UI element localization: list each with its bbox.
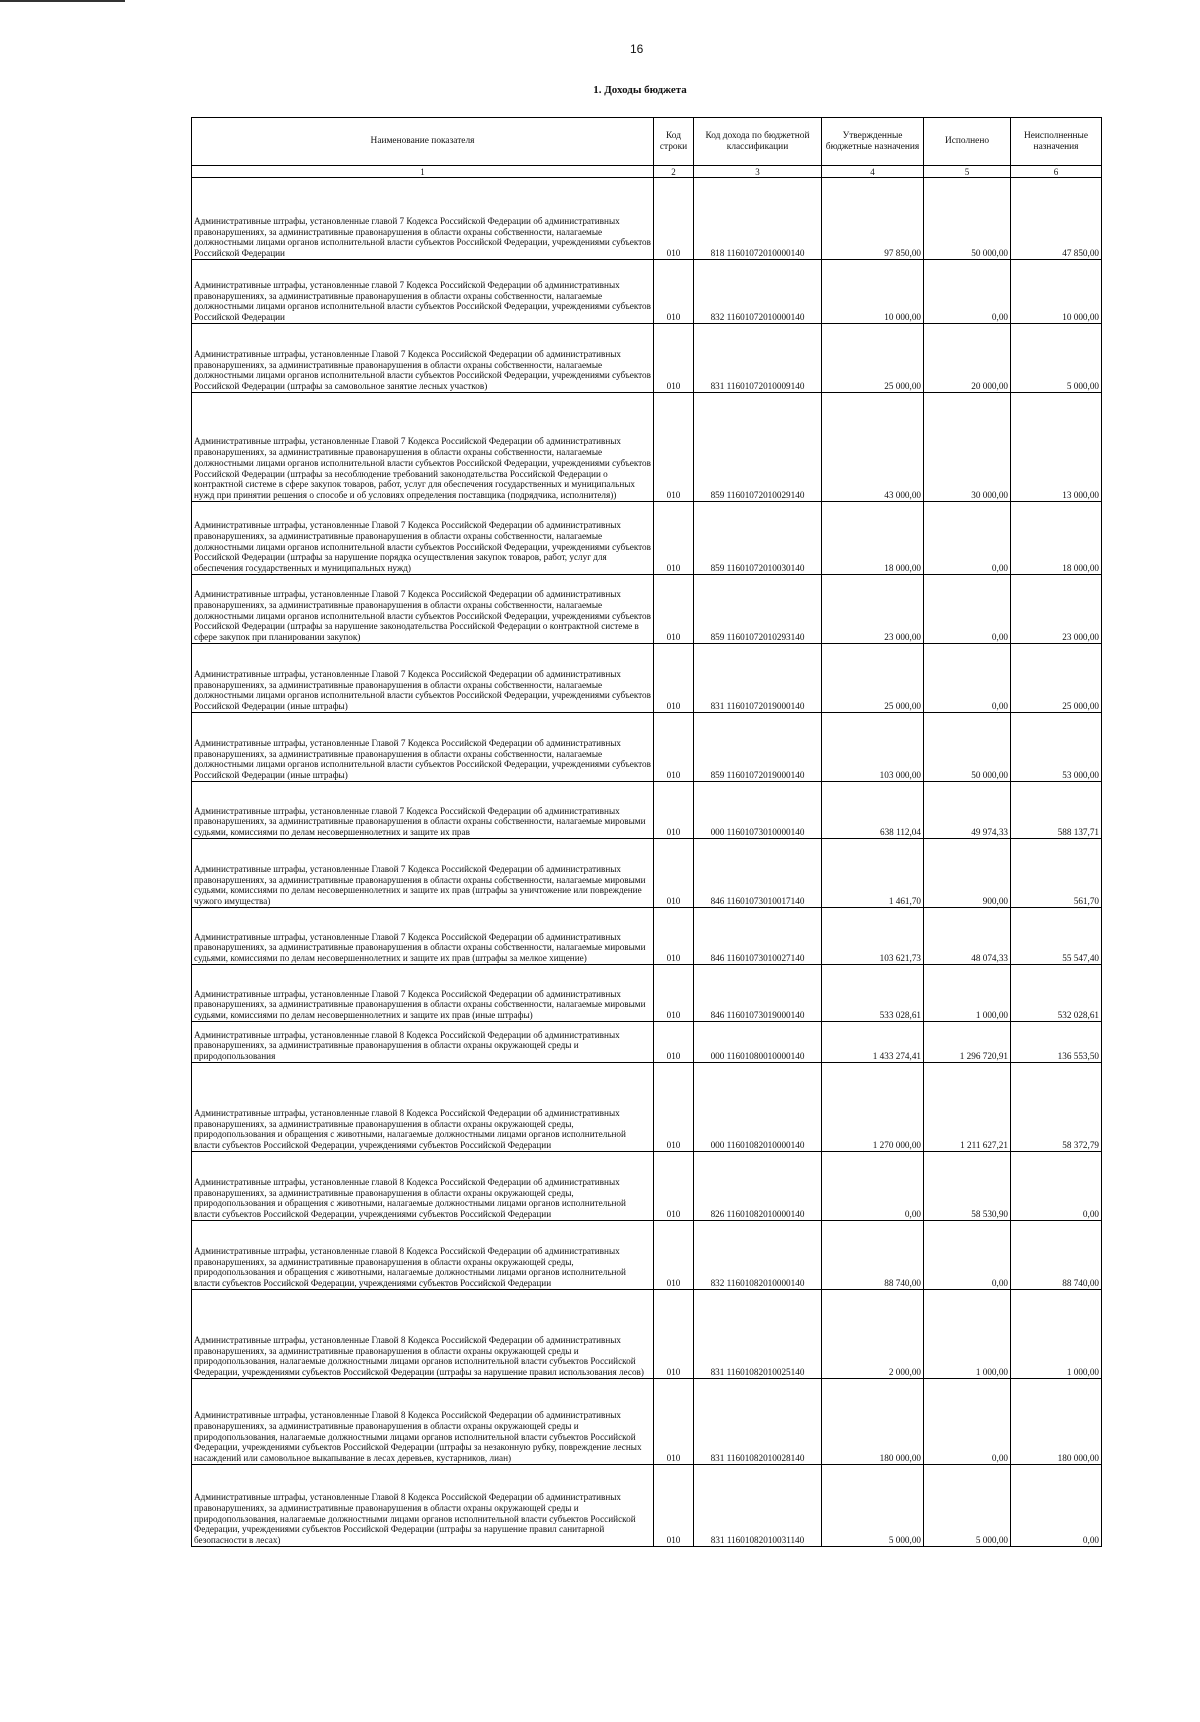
table-row	[192, 908, 1102, 965]
table-row	[192, 1465, 1102, 1547]
row-unexecuted: 23 000,00	[1011, 575, 1102, 644]
row-name: Административные штрафы, установленные Главой 7 Кодекса Российской Федерации об административных правонарушениях, за административные правонарушения в области охраны собственности, налагаемые должностными лицами органов исполнительной власти субъектов Российской Федерации, учреждениями субъектов Российской Федерации (штрафы за нарушение порядка осуществления закупок товаров, работ, услуг для обеспечения государственных и муниципальных нужд)	[192, 502, 654, 575]
header-approved: Утвержденные бюджетные назначения	[822, 118, 924, 166]
row-approved: 0,00	[822, 1152, 924, 1221]
row-unexecuted: 88 740,00	[1011, 1221, 1102, 1290]
table-row	[192, 713, 1102, 782]
top-rule	[0, 0, 125, 2]
header-row	[192, 118, 1102, 166]
row-income-code: 818 11601072010000140	[694, 178, 822, 260]
row-approved: 10 000,00	[822, 260, 924, 324]
row-unexecuted: 55 547,40	[1011, 908, 1102, 965]
row-name: Административные штрафы, установленные главой 8 Кодекса Российской Федерации об административных правонарушениях, за административные правонарушения в области охраны окружающей среды, природопользования и обращения с животными, налагаемые должностными лицами органов исполнительной власти субъектов Российской Федерации, учреждениями субъектов Российской Федерации	[192, 1063, 654, 1152]
column-number: 1	[192, 166, 654, 178]
row-approved: 103 000,00	[822, 713, 924, 782]
column-number: 4	[822, 166, 924, 178]
row-name: Административные штрафы, установленные Главой 8 Кодекса Российской Федерации об административных правонарушениях, за административные правонарушения в области охраны окружающей среды и природопользования, налагаемые должностными лицами органов исполнительной власти субъектов Российской Федерации, учреждениями субъектов Российской Федерации (штрафы за нарушение правил санитарной безопасности в лесах)	[192, 1465, 654, 1547]
row-approved: 180 000,00	[822, 1379, 924, 1465]
column-number: 5	[924, 166, 1011, 178]
row-unexecuted: 25 000,00	[1011, 644, 1102, 713]
table-row	[192, 839, 1102, 908]
row-unexecuted: 18 000,00	[1011, 502, 1102, 575]
row-executed: 1 000,00	[924, 965, 1011, 1022]
row-income-code: 831 11601082010025140	[694, 1290, 822, 1379]
page-number: 16	[630, 42, 644, 56]
row-unexecuted: 1 000,00	[1011, 1290, 1102, 1379]
row-income-code: 831 11601072019000140	[694, 644, 822, 713]
row-income-code: 846 11601073010017140	[694, 839, 822, 908]
table-row	[192, 1022, 1102, 1063]
row-name: Административные штрафы, установленные Главой 7 Кодекса Российской Федерации об административных правонарушениях, за административные правонарушения в области охраны собственности, налагаемые должностными лицами органов исполнительной власти субъектов Российской Федерации, учреждениями субъектов Российской Федерации (иные штрафы)	[192, 713, 654, 782]
row-name: Административные штрафы, установленные Главой 7 Кодекса Российской Федерации об административных правонарушениях, за административные правонарушения в области охраны собственности, налагаемые мировыми судьями, комиссиями по делам несовершеннолетних и защите их прав (штрафы за мелкое хищение)	[192, 908, 654, 965]
row-unexecuted: 180 000,00	[1011, 1379, 1102, 1465]
row-unexecuted: 5 000,00	[1011, 324, 1102, 393]
row-name: Административные штрафы, установленные Главой 7 Кодекса Российской Федерации об административных правонарушениях, за административные правонарушения в области охраны собственности, налагаемые мировыми судьями, комиссиями по делам несовершеннолетних и защите их прав (штрафы за уничтожение или повреждение чужого имущества)	[192, 839, 654, 908]
row-income-code: 832 11601072010000140	[694, 260, 822, 324]
row-line-code: 010	[654, 178, 694, 260]
row-income-code: 826 11601082010000140	[694, 1152, 822, 1221]
row-name: Административные штрафы, установленные главой 7 Кодекса Российской Федерации об административных правонарушениях, за административные правонарушения в области охраны собственности, налагаемые мировыми судьями, комиссиями по делам несовершеннолетних и защите их прав	[192, 782, 654, 839]
row-income-code: 859 11601072010030140	[694, 502, 822, 575]
row-executed: 0,00	[924, 644, 1011, 713]
row-name: Административные штрафы, установленные Главой 7 Кодекса Российской Федерации об административных правонарушениях, за административные правонарушения в области охраны собственности, налагаемые должностными лицами органов исполнительной власти субъектов Российской Федерации, учреждениями субъектов Российской Федерации (штрафы за несоблюдение требований законодательства Российской Федерации о контрактной системе в сфере закупок товаров, работ, услуг для обеспечения государственных и муниципальных нужд при принятии решения о способе и об условиях определения поставщика (подрядчика, исполнителя))	[192, 393, 654, 502]
row-approved: 43 000,00	[822, 393, 924, 502]
row-line-code: 010	[654, 713, 694, 782]
row-executed: 30 000,00	[924, 393, 1011, 502]
column-number: 6	[1011, 166, 1102, 178]
row-executed: 50 000,00	[924, 713, 1011, 782]
row-line-code: 010	[654, 839, 694, 908]
table-row	[192, 178, 1102, 260]
row-line-code: 010	[654, 1221, 694, 1290]
row-name: Административные штрафы, установленные Главой 7 Кодекса Российской Федерации об административных правонарушениях, за административные правонарушения в области охраны собственности, налагаемые должностными лицами органов исполнительной власти субъектов Российской Федерации, учреждениями субъектов Российской Федерации (штрафы за самовольное занятие лесных участков)	[192, 324, 654, 393]
row-approved: 18 000,00	[822, 502, 924, 575]
row-unexecuted: 588 137,71	[1011, 782, 1102, 839]
row-unexecuted: 58 372,79	[1011, 1063, 1102, 1152]
row-income-code: 846 11601073010027140	[694, 908, 822, 965]
row-approved: 1 461,70	[822, 839, 924, 908]
row-approved: 1 433 274,41	[822, 1022, 924, 1063]
income-table	[191, 117, 1102, 1547]
row-executed: 0,00	[924, 260, 1011, 324]
row-line-code: 010	[654, 644, 694, 713]
row-unexecuted: 0,00	[1011, 1152, 1102, 1221]
row-approved: 103 621,73	[822, 908, 924, 965]
row-unexecuted: 10 000,00	[1011, 260, 1102, 324]
row-executed: 1 000,00	[924, 1290, 1011, 1379]
table-row	[192, 502, 1102, 575]
table-row	[192, 965, 1102, 1022]
table-row	[192, 1063, 1102, 1152]
row-approved: 5 000,00	[822, 1465, 924, 1547]
row-name: Административные штрафы, установленные Главой 7 Кодекса Российской Федерации об административных правонарушениях, за административные правонарушения в области охраны собственности, налагаемые мировыми судьями, комиссиями по делам несовершеннолетних и защите их прав (иные штрафы)	[192, 965, 654, 1022]
row-name: Административные штрафы, установленные Главой 7 Кодекса Российской Федерации об административных правонарушениях, за административные правонарушения в области охраны собственности, налагаемые должностными лицами органов исполнительной власти субъектов Российской Федерации, учреждениями субъектов Российской Федерации (иные штрафы)	[192, 644, 654, 713]
row-income-code: 831 11601082010028140	[694, 1379, 822, 1465]
table-row	[192, 1152, 1102, 1221]
row-approved: 23 000,00	[822, 575, 924, 644]
row-income-code: 859 11601072010293140	[694, 575, 822, 644]
row-executed: 0,00	[924, 502, 1011, 575]
column-number: 3	[694, 166, 822, 178]
row-approved: 1 270 000,00	[822, 1063, 924, 1152]
row-line-code: 010	[654, 1379, 694, 1465]
row-line-code: 010	[654, 908, 694, 965]
row-income-code: 000 11601082010000140	[694, 1063, 822, 1152]
row-executed: 1 211 627,21	[924, 1063, 1011, 1152]
row-executed: 20 000,00	[924, 324, 1011, 393]
row-line-code: 010	[654, 1465, 694, 1547]
row-executed: 58 530,90	[924, 1152, 1011, 1221]
row-executed: 5 000,00	[924, 1465, 1011, 1547]
row-line-code: 010	[654, 260, 694, 324]
header-line-code: Код строки	[654, 118, 694, 166]
row-name: Административные штрафы, установленные Главой 7 Кодекса Российской Федерации об административных правонарушениях, за административные правонарушения в области охраны собственности, налагаемые должностными лицами органов исполнительной власти субъектов Российской Федерации, учреждениями субъектов Российской Федерации (штрафы за нарушение законодательства Российской Федерации о контрактной системе в сфере закупок при планировании закупок)	[192, 575, 654, 644]
row-line-code: 010	[654, 324, 694, 393]
row-income-code: 000 11601080010000140	[694, 1022, 822, 1063]
row-executed: 0,00	[924, 1221, 1011, 1290]
table-row	[192, 324, 1102, 393]
header-unexecuted: Неисполненные назначения	[1011, 118, 1102, 166]
row-approved: 25 000,00	[822, 324, 924, 393]
row-line-code: 010	[654, 1022, 694, 1063]
column-number: 2	[654, 166, 694, 178]
row-line-code: 010	[654, 965, 694, 1022]
row-approved: 97 850,00	[822, 178, 924, 260]
row-name: Административные штрафы, установленные Главой 8 Кодекса Российской Федерации об административных правонарушениях, за административные правонарушения в области охраны окружающей среды и природопользования, налагаемые должностными лицами органов исполнительной власти субъектов Российской Федерации, учреждениями субъектов Российской Федерации (штрафы за нарушение правил использования лесов)	[192, 1290, 654, 1379]
row-line-code: 010	[654, 1152, 694, 1221]
row-executed: 0,00	[924, 1379, 1011, 1465]
row-approved: 25 000,00	[822, 644, 924, 713]
row-approved: 533 028,61	[822, 965, 924, 1022]
row-unexecuted: 47 850,00	[1011, 178, 1102, 260]
row-income-code: 846 11601073019000140	[694, 965, 822, 1022]
row-approved: 2 000,00	[822, 1290, 924, 1379]
row-income-code: 831 11601072010009140	[694, 324, 822, 393]
row-unexecuted: 53 000,00	[1011, 713, 1102, 782]
table-row	[192, 393, 1102, 502]
row-unexecuted: 136 553,50	[1011, 1022, 1102, 1063]
column-number-row	[192, 166, 1102, 178]
row-approved: 88 740,00	[822, 1221, 924, 1290]
row-executed: 48 074,33	[924, 908, 1011, 965]
table-row	[192, 1379, 1102, 1465]
row-name: Административные штрафы, установленные главой 7 Кодекса Российской Федерации об административных правонарушениях, за административные правонарушения в области охраны собственности, налагаемые должностными лицами органов исполнительной власти субъектов Российской Федерации, учреждениями субъектов Российской Федерации	[192, 178, 654, 260]
row-line-code: 010	[654, 782, 694, 839]
header-executed: Исполнено	[924, 118, 1011, 166]
table-row	[192, 782, 1102, 839]
row-income-code: 859 11601072010029140	[694, 393, 822, 502]
row-unexecuted: 13 000,00	[1011, 393, 1102, 502]
row-executed: 50 000,00	[924, 178, 1011, 260]
row-income-code: 832 11601082010000140	[694, 1221, 822, 1290]
row-name: Административные штрафы, установленные главой 7 Кодекса Российской Федерации об административных правонарушениях, за административные правонарушения в области охраны собственности, налагаемые должностными лицами органов исполнительной власти субъектов Российской Федерации, учреждениями субъектов Российской Федерации	[192, 260, 654, 324]
row-line-code: 010	[654, 393, 694, 502]
header-name: Наименование показателя	[192, 118, 654, 166]
row-income-code: 859 11601072019000140	[694, 713, 822, 782]
row-name: Административные штрафы, установленные главой 8 Кодекса Российской Федерации об административных правонарушениях, за административные правонарушения в области охраны окружающей среды и природопользования	[192, 1022, 654, 1063]
row-executed: 1 296 720,91	[924, 1022, 1011, 1063]
row-name: Административные штрафы, установленные Главой 8 Кодекса Российской Федерации об административных правонарушениях, за административные правонарушения в области охраны окружающей среды и природопользования, налагаемые должностными лицами органов исполнительной власти субъектов Российской Федерации, учреждениями субъектов Российской Федерации (штрафы за незаконную рубку, повреждение лесных насаждений или самовольное выкапывание в лесах деревьев, кустарников, лиан)	[192, 1379, 654, 1465]
row-executed: 49 974,33	[924, 782, 1011, 839]
table-row	[192, 1221, 1102, 1290]
row-line-code: 010	[654, 575, 694, 644]
header-income-code: Код дохода по бюджетной классификации	[694, 118, 822, 166]
table-row	[192, 1290, 1102, 1379]
row-line-code: 010	[654, 1290, 694, 1379]
table-row	[192, 644, 1102, 713]
row-approved: 638 112,04	[822, 782, 924, 839]
row-line-code: 010	[654, 1063, 694, 1152]
section-title: 1. Доходы бюджета	[593, 84, 687, 96]
table-row	[192, 260, 1102, 324]
row-executed: 900,00	[924, 839, 1011, 908]
row-unexecuted: 561,70	[1011, 839, 1102, 908]
row-name: Административные штрафы, установленные главой 8 Кодекса Российской Федерации об административных правонарушениях, за административные правонарушения в области охраны окружающей среды, природопользования и обращения с животными, налагаемые должностными лицами органов исполнительной власти субъектов Российской Федерации, учреждениями субъектов Российской Федерации	[192, 1152, 654, 1221]
row-line-code: 010	[654, 502, 694, 575]
row-name: Административные штрафы, установленные главой 8 Кодекса Российской Федерации об административных правонарушениях, за административные правонарушения в области охраны окружающей среды, природопользования и обращения с животными, налагаемые должностными лицами органов исполнительной власти субъектов Российской Федерации, учреждениями субъектов Российской Федерации	[192, 1221, 654, 1290]
row-income-code: 000 11601073010000140	[694, 782, 822, 839]
row-income-code: 831 11601082010031140	[694, 1465, 822, 1547]
row-unexecuted: 532 028,61	[1011, 965, 1102, 1022]
row-unexecuted: 0,00	[1011, 1465, 1102, 1547]
table-row	[192, 575, 1102, 644]
row-executed: 0,00	[924, 575, 1011, 644]
